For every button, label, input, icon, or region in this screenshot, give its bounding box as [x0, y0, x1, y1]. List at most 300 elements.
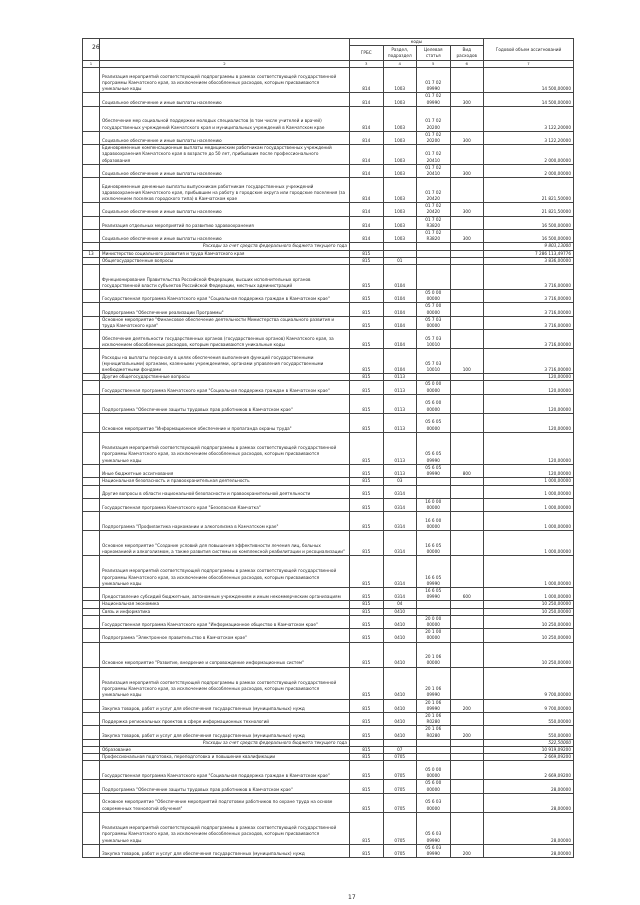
cell-num: [83, 844, 100, 857]
table-row: [83, 216, 574, 229]
cell-art: 01 7 02 09990: [417, 93, 451, 106]
cell-grbs: 815: [350, 511, 384, 530]
cell-num: [83, 374, 100, 381]
cell-name: Основное мероприятие "Создание условий для повышения эффективности лечения лиц, больных наркоманией и алкоголизмом, а также развития системы их комплексной реабилитации и ресоциализации": [100, 530, 350, 555]
cell-sect: 0410: [383, 629, 417, 642]
cell-grbs: 815: [350, 726, 384, 739]
cell-sect: 0113: [383, 394, 417, 413]
cell-vid: [450, 106, 484, 131]
cell-num: [83, 464, 100, 477]
cell-vid: [450, 754, 484, 761]
table-body: [83, 68, 574, 858]
table-row: [83, 243, 574, 250]
cell-grbs: 815: [350, 812, 384, 844]
table-row: [83, 316, 574, 329]
cell-num: [83, 381, 100, 394]
cell-name: Другие общегосударственные вопросы: [100, 374, 350, 381]
table-row: [83, 530, 574, 555]
cell-sect: 0113: [383, 374, 417, 381]
cell-sect: 07: [383, 746, 417, 753]
table-row: [83, 164, 574, 177]
cell-art: 20 0 00 00000: [417, 615, 451, 628]
cell-sect: 0104: [383, 290, 417, 303]
cell-grbs: 814: [350, 131, 384, 144]
cell-name: Государственная программа Камчатского края "Безопасная Камчатка": [100, 498, 350, 511]
colnum-1: 1: [83, 61, 100, 68]
cell-grbs: 815: [350, 754, 384, 761]
cell-vol: 3 716,00000: [484, 316, 574, 329]
cell-vid: [450, 642, 484, 667]
table-row: [83, 131, 574, 144]
cell-grbs: 815: [350, 555, 384, 587]
cell-art: 01 7 02 R3820: [417, 216, 451, 229]
cell-grbs: 815: [350, 250, 384, 257]
cell-grbs: 815: [350, 530, 384, 555]
table-row: [83, 381, 574, 394]
cell-num: [83, 601, 100, 608]
header-section: Раздел, подраздел: [383, 46, 417, 61]
table-row: [83, 739, 574, 746]
cell-name: Основное мероприятие "Информационное обеспечение и пропаганда охраны труда": [100, 413, 350, 432]
table-row: [83, 464, 574, 477]
cell-num: [83, 243, 100, 250]
cell-art: 01 7 02 R3820: [417, 230, 451, 243]
cell-name: Подпрограмма "Профилактика наркомании и алкоголизма в Камчатском крае": [100, 511, 350, 530]
colnum-7: 7: [484, 61, 574, 68]
cell-grbs: 815: [350, 601, 384, 608]
cell-art: 05 7 03 00000: [417, 316, 451, 329]
cell-vol: 10 919,09200: [484, 746, 574, 753]
cell-vol: 28,00000: [484, 812, 574, 844]
table-row: [83, 106, 574, 131]
cell-num: [83, 478, 100, 485]
table-row: [83, 374, 574, 381]
cell-name: Основное мероприятие "Финансовое обеспечение деятельности Министерства социального развития и труда Камчатского края": [100, 316, 350, 329]
cell-art: 20 1 06 00000: [417, 642, 451, 667]
table-row: [83, 667, 574, 699]
cell-name: Закупка товаров, работ и услуг для обеспечения государственных (муниципальных) нужд: [100, 699, 350, 712]
cell-num: [83, 432, 100, 464]
cell-grbs: 815: [350, 374, 384, 381]
cell-num: [83, 93, 100, 106]
table-row: [83, 68, 574, 93]
cell-grbs: 815: [350, 464, 384, 477]
cell-num: [83, 203, 100, 216]
cell-sect: 0410: [383, 726, 417, 739]
cell-name: Министерство социального развития и труда Камчатского края: [100, 250, 350, 257]
cell-art: [417, 374, 451, 381]
cell-vol: 3 122,20000: [484, 106, 574, 131]
table-row: [83, 498, 574, 511]
cell-num: [83, 667, 100, 699]
cell-num: [83, 793, 100, 812]
cell-vid: [450, 68, 484, 93]
cell-num: [83, 726, 100, 739]
cell-vid: [450, 812, 484, 844]
cell-vol: 3 716,00000: [484, 330, 574, 349]
cell-art: [417, 250, 451, 257]
cell-vid: [450, 712, 484, 725]
cell-vol: 10 250,00000: [484, 629, 574, 642]
cell-vol: 120,00000: [484, 381, 574, 394]
cell-grbs: 815: [350, 793, 384, 812]
cell-vid: 100: [450, 349, 484, 374]
cell-sect: 0113: [383, 432, 417, 464]
cell-sect: 1003: [383, 178, 417, 203]
cell-art: [417, 485, 451, 498]
cell-sect: 0314: [383, 511, 417, 530]
cell-num: [83, 761, 100, 780]
colnum-4: 4: [383, 61, 417, 68]
cell-vid: [450, 746, 484, 753]
cell-name: Реализация мероприятий соответствующей подпрограммы в рамках соответствующей государственной программы Камчатского края, за исключением обособленных расходов, которым присваиваются уникальные коды: [100, 812, 350, 844]
cell-art: 16 6 05 09990: [417, 587, 451, 600]
cell-num: [83, 164, 100, 177]
cell-vol: 28,00000: [484, 780, 574, 793]
cell-vid: [450, 374, 484, 381]
cell-num: [83, 746, 100, 753]
cell-name: Закупка товаров, работ и услуг для обеспечения государственных (муниципальных) нужд: [100, 844, 350, 857]
header-codes-group: коды: [350, 39, 484, 46]
cell-vol: 9 803,13000: [484, 243, 574, 250]
cell-vol: 3 716,00000: [484, 265, 574, 290]
cell-art: 20 1 06 R0280: [417, 712, 451, 725]
cell-vid: [450, 381, 484, 394]
cell-vid: 200: [450, 726, 484, 739]
cell-name: Связь и информатика: [100, 608, 350, 615]
cell-grbs: 815: [350, 330, 384, 349]
cell-num: [83, 699, 100, 712]
cell-name: Обеспечение деятельности государственных органов (государственных органов) Камчатского края, за исключением обособленных расходов, которым присваиваются уникальные коды: [100, 330, 350, 349]
cell-vid: [450, 739, 484, 746]
cell-sect: 0314: [383, 485, 417, 498]
table-row: [83, 601, 574, 608]
cell-vid: [450, 608, 484, 615]
cell-grbs: 815: [350, 432, 384, 464]
cell-vol: 1 000,00000: [484, 530, 574, 555]
cell-sect: [383, 250, 417, 257]
cell-art: 20 1 06 09990: [417, 699, 451, 712]
cell-num: [83, 511, 100, 530]
cell-name: Расходы на выплаты персоналу в целях обеспечения выполнения функций государственными (муниципальными) органами, казенными учреждениями, органами управления государственными внебюджетными фондами: [100, 349, 350, 374]
cell-name: Профессиональная подготовка, переподготовка и повышение квалификации: [100, 754, 350, 761]
cell-num: [83, 68, 100, 93]
cell-num: [83, 754, 100, 761]
cell-vol: 3 716,00000: [484, 290, 574, 303]
cell-art: 16 6 05 09990: [417, 555, 451, 587]
table-row: [83, 844, 574, 857]
cell-name: Национальная экономика: [100, 601, 350, 608]
cell-art: 05 6 03 09990: [417, 844, 451, 857]
table-row: [83, 485, 574, 498]
table-row: [83, 793, 574, 812]
cell-grbs: 815: [350, 303, 384, 316]
cell-name: Подпрограмма "Электронное правительство в Камчатском крае": [100, 629, 350, 642]
table-row: [83, 178, 574, 203]
page-number-top: 26: [92, 44, 100, 51]
cell-sect: 0410: [383, 608, 417, 615]
cell-vol: 10 250,00000: [484, 608, 574, 615]
cell-vol: 3 716,00000: [484, 303, 574, 316]
cell-grbs: 814: [350, 164, 384, 177]
cell-sect: 0314: [383, 530, 417, 555]
cell-art: 05 6 05 09990: [417, 464, 451, 477]
cell-grbs: 815: [350, 746, 384, 753]
cell-grbs: 814: [350, 178, 384, 203]
cell-sect: 0314: [383, 587, 417, 600]
table-row: [83, 746, 574, 753]
cell-num: [83, 106, 100, 131]
cell-sect: 1003: [383, 106, 417, 131]
cell-sect: 0410: [383, 615, 417, 628]
cell-sect: 0705: [383, 761, 417, 780]
cell-name: Реализация мероприятий соответствующей подпрограммы в рамках соответствующей государственной программы Камчатского края, за исключением обособленных расходов, которым присваиваются уникальные коды: [100, 555, 350, 587]
cell-num: [83, 629, 100, 642]
cell-name: Иные бюджетные ассигнования: [100, 464, 350, 477]
cell-grbs: 815: [350, 608, 384, 615]
cell-num: [83, 615, 100, 628]
cell-num: [83, 330, 100, 349]
cell-sect: 0410: [383, 712, 417, 725]
cell-vid: [450, 629, 484, 642]
cell-sect: 1003: [383, 203, 417, 216]
cell-grbs: 815: [350, 381, 384, 394]
cell-name: Социальное обеспечение и иные выплаты населению: [100, 203, 350, 216]
cell-vol: 10 250,00000: [484, 601, 574, 608]
cell-num: [83, 555, 100, 587]
cell-sect: 0104: [383, 316, 417, 329]
table-row: [83, 587, 574, 600]
table-row: [83, 203, 574, 216]
cell-sect: 1003: [383, 145, 417, 165]
cell-num: [83, 145, 100, 165]
cell-grbs: 815: [350, 615, 384, 628]
cell-sect: 1003: [383, 68, 417, 93]
cell-vol: 3 716,00000: [484, 349, 574, 374]
cell-num: 13: [83, 250, 100, 257]
cell-sect: 0104: [383, 265, 417, 290]
cell-sect: 0705: [383, 780, 417, 793]
cell-art: [417, 478, 451, 485]
cell-num: [83, 178, 100, 203]
cell-sect: [383, 739, 417, 746]
table-row: [83, 608, 574, 615]
cell-sect: 1003: [383, 164, 417, 177]
cell-vol: 120,00000: [484, 464, 574, 477]
header-article: Целевая статья: [417, 46, 451, 61]
cell-vol: 10 250,00000: [484, 642, 574, 667]
cell-name: Поддержка региональных проектов в сфере информационных технологий: [100, 712, 350, 725]
cell-vid: [450, 243, 484, 250]
table-row: [83, 615, 574, 628]
cell-name: Реализация мероприятий соответствующей подпрограммы в рамках соответствующей государственной программы Камчатского края, за исключением обособленных расходов, которым присваиваются уникальные коды: [100, 667, 350, 699]
table-row: [83, 145, 574, 165]
cell-name: Единовременные компенсационные выплаты медицинским работникам государственных учреждений здравоохранения Камчатского края в возрасте до 50 лет, прибывшим после профессионального образования: [100, 145, 350, 165]
cell-art: 05 0 00 00000: [417, 290, 451, 303]
cell-sect: 01: [383, 257, 417, 264]
cell-art: 05 6 03 00000: [417, 793, 451, 812]
cell-grbs: 815: [350, 257, 384, 264]
cell-vid: [450, 432, 484, 464]
table-row: [83, 230, 574, 243]
cell-num: [83, 290, 100, 303]
cell-vol: 120,00000: [484, 413, 574, 432]
cell-num: [83, 739, 100, 746]
cell-art: 01 7 02 20200: [417, 131, 451, 144]
cell-vid: 300: [450, 164, 484, 177]
cell-art: 05 0 00 00000: [417, 381, 451, 394]
cell-vid: [450, 330, 484, 349]
cell-vol: 120,00000: [484, 374, 574, 381]
cell-name: Государственная программа Камчатского края "Социальная поддержка граждан в Камчатском крае": [100, 381, 350, 394]
cell-vol: 9 700,00000: [484, 667, 574, 699]
cell-grbs: 815: [350, 413, 384, 432]
cell-name: Реализация мероприятий соответствующей подпрограммы в рамках соответствующей государственной программы Камчатского края, за исключением обособленных расходов, которым присваиваются уникальные коды: [100, 432, 350, 464]
cell-art: 01 7 02 20420: [417, 178, 451, 203]
colnum-6: 6: [450, 61, 484, 68]
cell-grbs: 815: [350, 712, 384, 725]
cell-name: Образование: [100, 746, 350, 753]
cell-grbs: 815: [350, 587, 384, 600]
cell-vol: 3 836,00000: [484, 257, 574, 264]
cell-grbs: 815: [350, 761, 384, 780]
cell-vol: 14 500,00000: [484, 68, 574, 93]
table-row: [83, 413, 574, 432]
cell-art: 05 6 05 09990: [417, 432, 451, 464]
cell-art: 16 0 00 00000: [417, 498, 451, 511]
table-row: [83, 349, 574, 374]
cell-vol: 2 000,00000: [484, 164, 574, 177]
cell-grbs: 814: [350, 145, 384, 165]
cell-sect: 03: [383, 478, 417, 485]
cell-vol: 120,00000: [484, 394, 574, 413]
cell-vid: [450, 667, 484, 699]
cell-sect: 0113: [383, 464, 417, 477]
table-row: [83, 290, 574, 303]
table-row: [83, 812, 574, 844]
table-row: [83, 761, 574, 780]
cell-vol: 10 250,00000: [484, 615, 574, 628]
cell-vid: [450, 316, 484, 329]
cell-art: [417, 739, 451, 746]
cell-num: [83, 530, 100, 555]
cell-vid: [450, 530, 484, 555]
colnum-3: 3: [350, 61, 384, 68]
cell-vol: 1 000,00000: [484, 511, 574, 530]
page-number-bottom: 17: [348, 894, 356, 901]
cell-art: [417, 601, 451, 608]
cell-vid: [450, 498, 484, 511]
cell-grbs: 814: [350, 216, 384, 229]
table-row: [83, 699, 574, 712]
cell-vid: [450, 394, 484, 413]
cell-vid: 200: [450, 844, 484, 857]
table-row: [83, 478, 574, 485]
cell-vol: 14 500,00000: [484, 93, 574, 106]
budget-table: [82, 38, 574, 858]
cell-grbs: 814: [350, 230, 384, 243]
cell-num: [83, 413, 100, 432]
cell-name: Единовременные денежные выплаты выпускникам работникам государственных учреждений здравоохранения Камчатского края, прибывшим на работу в городские округа или городские поселения (за исключением поселков городского типа) в Камчатском крае: [100, 178, 350, 203]
cell-art: 01 7 02 20410: [417, 145, 451, 165]
cell-num: [83, 349, 100, 374]
cell-name: Закупка товаров, работ и услуг для обеспечения государственных (муниципальных) нужд: [100, 726, 350, 739]
cell-art: [417, 754, 451, 761]
cell-num: [83, 257, 100, 264]
cell-art: 01 7 02 20410: [417, 164, 451, 177]
cell-sect: 0705: [383, 754, 417, 761]
cell-grbs: 815: [350, 478, 384, 485]
cell-name: Социальное обеспечение и иные выплаты населению: [100, 164, 350, 177]
cell-art: [417, 257, 451, 264]
cell-name: Государственная программа Камчатского края "Информационное общество в Камчатском крае": [100, 615, 350, 628]
cell-art: 20 1 06 09990: [417, 667, 451, 699]
cell-grbs: 815: [350, 349, 384, 374]
cell-vol: 550,00000: [484, 726, 574, 739]
table-row: [83, 780, 574, 793]
cell-vol: 21 821,50000: [484, 203, 574, 216]
cell-grbs: 814: [350, 106, 384, 131]
cell-vol: 1 000,00000: [484, 498, 574, 511]
cell-art: 20 1 00 00000: [417, 629, 451, 642]
cell-grbs: 815: [350, 844, 384, 857]
cell-art: [417, 243, 451, 250]
cell-vid: [450, 216, 484, 229]
cell-vid: [450, 780, 484, 793]
cell-vid: [450, 178, 484, 203]
table-row: [83, 265, 574, 290]
cell-name: Государственная программа Камчатского края "Социальная поддержка граждан в Камчатском крае": [100, 761, 350, 780]
cell-grbs: 815: [350, 780, 384, 793]
cell-art: [417, 746, 451, 753]
cell-sect: [383, 243, 417, 250]
cell-num: [83, 812, 100, 844]
cell-name: Предоставление субсидий бюджетным, автономным учреждениям и иным некоммерческим организациям: [100, 587, 350, 600]
cell-name: Основное мероприятие "Развитие, внедрение и сопровождение информационных систем": [100, 642, 350, 667]
cell-name: Подпрограмма "Обеспечение защиты трудовых прав работников в Камчатском крае": [100, 394, 350, 413]
cell-vid: [450, 761, 484, 780]
cell-sect: 0705: [383, 812, 417, 844]
cell-sect: 0410: [383, 642, 417, 667]
cell-vid: [450, 555, 484, 587]
cell-art: 05 6 00 00000: [417, 394, 451, 413]
cell-name: Реализация мероприятий соответствующей подпрограммы в рамках соответствующей государственной программы Камчатского края, за исключением обособленных расходов, которым присваиваются уникальные коды: [100, 68, 350, 93]
cell-grbs: 814: [350, 203, 384, 216]
cell-art: [417, 265, 451, 290]
cell-num: [83, 642, 100, 667]
cell-vol: 21 821,50000: [484, 178, 574, 203]
header-name: [100, 39, 350, 61]
table-row: [83, 330, 574, 349]
cell-vid: [450, 511, 484, 530]
table-row: [83, 303, 574, 316]
cell-vid: 300: [450, 93, 484, 106]
cell-grbs: 815: [350, 699, 384, 712]
cell-num: [83, 485, 100, 498]
cell-name: Реализация отдельных мероприятий по развитию здравоохранения: [100, 216, 350, 229]
cell-num: [83, 780, 100, 793]
cell-vid: 300: [450, 230, 484, 243]
table-row: [83, 432, 574, 464]
table-row: [83, 629, 574, 642]
cell-vid: [450, 265, 484, 290]
cell-sect: 1003: [383, 230, 417, 243]
cell-vid: [450, 257, 484, 264]
cell-vid: [450, 478, 484, 485]
cell-sect: 0410: [383, 667, 417, 699]
cell-grbs: 815: [350, 629, 384, 642]
cell-art: 16 6 00 00000: [417, 511, 451, 530]
